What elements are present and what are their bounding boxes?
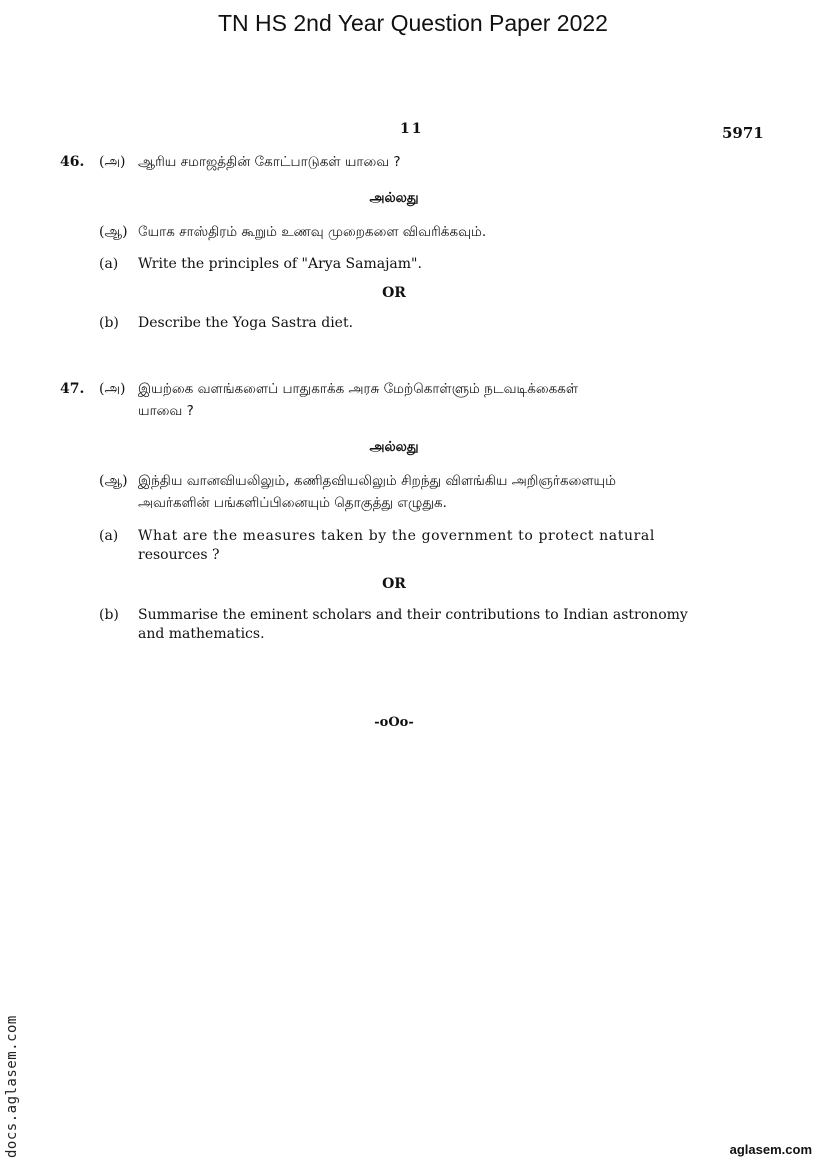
- question-47-english-b-line1: Summarise the eminent scholars and their contributions to Indian astronomy: [138, 607, 688, 623]
- watermark-text: docs.aglasem.com: [4, 1015, 20, 1158]
- question-46-english-a: Write the principles of "Arya Samajam".: [138, 256, 422, 272]
- page-title: TN HS 2nd Year Question Paper 2022: [218, 10, 608, 36]
- question-47-number: 47.: [60, 381, 85, 397]
- question-47-english-b-line2: and mathematics.: [138, 626, 265, 642]
- question-47-option-b-marker: (ஆ): [99, 473, 128, 489]
- question-46-english-b-label: (b): [99, 315, 119, 331]
- paper-code: 5971: [722, 124, 764, 142]
- question-46-or-english: OR: [382, 285, 406, 301]
- question-46-option-a-marker: (அ): [99, 154, 126, 170]
- question-47-option-a-tamil-line2: யாவை ?: [138, 403, 194, 419]
- question-46-option-b-tamil: யோக சாஸ்திரம் கூறும் உணவு முறைகளை விவரிக்கவும்.: [138, 224, 487, 240]
- question-47-option-b-tamil-line2: அவர்களின் பங்களிப்பினையும் தொகுத்து எழுதுக.: [138, 495, 447, 511]
- question-47-english-a-line2: resources ?: [138, 547, 220, 563]
- question-47-english-a-label: (a): [99, 528, 119, 544]
- question-46-option-b-marker: (ஆ): [99, 224, 128, 240]
- question-47-english-b-label: (b): [99, 607, 119, 623]
- question-47-option-b-tamil-line1: இந்திய வானவியலிலும், கணிதவியலிலும் சிறந்து விளங்கிய அறிஞர்களையும்: [138, 473, 616, 489]
- question-46-english-a-label: (a): [99, 256, 119, 272]
- question-47-option-a-tamil-line1: இயற்கை வளங்களைப் பாதுகாக்க அரசு மேற்கொள்ளும் நடவடிக்கைகள்: [138, 381, 579, 397]
- question-46-or-tamil: அல்லது: [369, 190, 419, 206]
- question-47-english-a-line1: What are the measures taken by the government to protect natural: [138, 528, 655, 544]
- end-of-paper-mark: -oOo-: [374, 715, 414, 730]
- question-47-or-english: OR: [382, 576, 406, 592]
- site-label: aglasem.com: [729, 1142, 812, 1157]
- question-46-english-b: Describe the Yoga Sastra diet.: [138, 315, 354, 331]
- page-number: 11: [400, 121, 424, 137]
- question-46-option-a-tamil: ஆரிய சமாஜத்தின் கோட்பாடுகள் யாவை ?: [138, 154, 401, 170]
- question-47-or-tamil: அல்லது: [369, 439, 419, 455]
- question-47-option-a-marker: (அ): [99, 381, 126, 397]
- question-46-number: 46.: [60, 154, 85, 170]
